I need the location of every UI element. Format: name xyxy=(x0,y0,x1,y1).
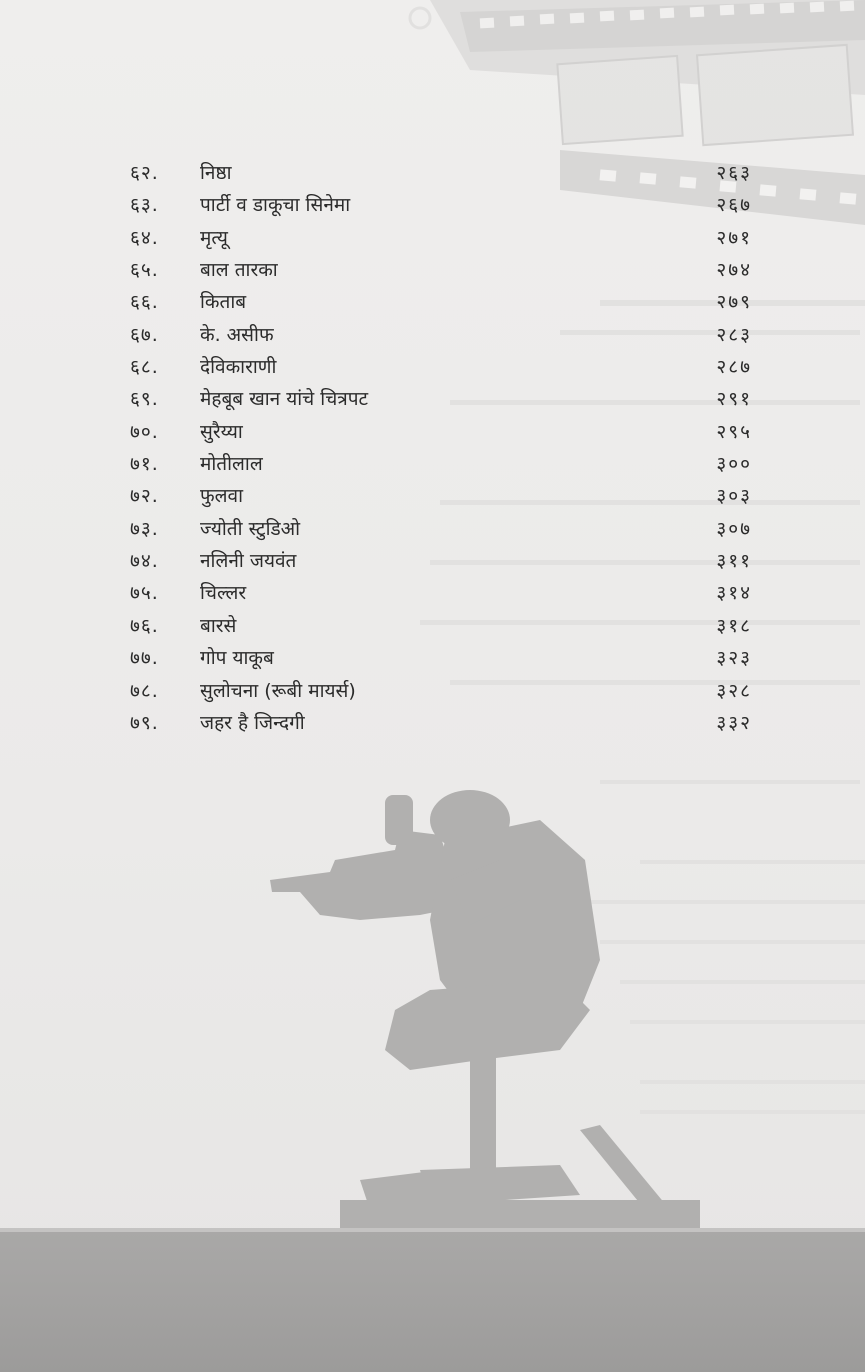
chapter-title: चिल्लर xyxy=(200,582,247,605)
page-number: २९१ xyxy=(716,388,752,411)
toc-entry xyxy=(130,157,760,189)
chapter-number: ६९. xyxy=(130,388,159,411)
page-number: ३१८ xyxy=(716,614,752,637)
toc-entry xyxy=(130,610,760,642)
chapter-title: सुलोचना (रूबी मायर्स) xyxy=(200,679,356,702)
page-number: २८७ xyxy=(716,356,752,379)
chapter-number: ७५. xyxy=(130,582,159,605)
chapter-title: सुरैय्या xyxy=(200,420,243,443)
page-number: २७१ xyxy=(716,226,752,249)
chapter-title: जहर है जिन्दगी xyxy=(200,711,305,734)
chapter-title: मेहबूब खान यांचे चित्रपट xyxy=(200,388,369,411)
table-of-contents xyxy=(130,157,760,739)
chapter-title: बारसे xyxy=(200,614,237,637)
page-number: ३२८ xyxy=(716,679,752,702)
toc-entry xyxy=(130,513,760,545)
chapter-number: ६४. xyxy=(130,226,159,249)
chapter-number: ७३. xyxy=(130,517,159,540)
toc-entry xyxy=(130,222,760,254)
chapter-title: पार्टी व डाकूचा सिनेमा xyxy=(200,194,351,217)
toc-entry xyxy=(130,416,760,448)
page-number: २६७ xyxy=(716,194,752,217)
page-number: २८३ xyxy=(716,323,752,346)
chapter-number: ७२. xyxy=(130,485,159,508)
toc-entry xyxy=(130,545,760,577)
chapter-title: गोप याकूब xyxy=(200,647,274,670)
chapter-title: मोतीलाल xyxy=(200,453,263,476)
chapter-number: ७७. xyxy=(130,647,159,670)
toc-entry xyxy=(130,675,760,707)
chapter-number: ७४. xyxy=(130,550,159,573)
page-number: ३१४ xyxy=(716,582,752,605)
chapter-title: निष्ठा xyxy=(200,162,232,184)
chapter-number: ७०. xyxy=(130,420,159,443)
chapter-number: ६८. xyxy=(130,356,159,379)
toc-entry xyxy=(130,351,760,383)
toc-entry xyxy=(130,254,760,286)
page-number: २७४ xyxy=(716,259,752,282)
toc-entry xyxy=(130,707,760,739)
chapter-number: ७८. xyxy=(130,679,159,702)
page-number: ३०३ xyxy=(716,485,752,508)
toc-entry xyxy=(130,577,760,609)
page-number: ३०० xyxy=(716,453,752,476)
page-number: ३०७ xyxy=(716,517,752,540)
chapter-title: के. असीफ xyxy=(200,323,274,346)
toc-entry xyxy=(130,642,760,674)
toc-entry xyxy=(130,383,760,415)
chapter-title: नलिनी जयवंत xyxy=(200,550,297,573)
chapter-number: ६५. xyxy=(130,259,159,282)
chapter-number: ६७. xyxy=(130,323,159,346)
chapter-number: ६६. xyxy=(130,291,159,314)
page-number: ३३२ xyxy=(716,711,752,734)
chapter-title: ज्योती स्टुडिओ xyxy=(200,517,301,540)
toc-entry xyxy=(130,286,760,318)
page-number: २६३ xyxy=(716,162,752,184)
chapter-number: ७१. xyxy=(130,453,159,476)
chapter-title: फुलवा xyxy=(200,485,244,508)
page-number: ३२३ xyxy=(716,647,752,670)
chapter-title: देविकाराणी xyxy=(200,356,277,379)
chapter-number: ७९. xyxy=(130,711,159,734)
page-number: ३११ xyxy=(716,550,752,573)
chapter-number: ६३. xyxy=(130,194,159,217)
chapter-number: ६२. xyxy=(130,162,159,184)
chapter-title: किताब xyxy=(200,291,247,314)
bottom-band xyxy=(0,1232,865,1372)
chapter-title: मृत्यू xyxy=(200,226,228,249)
toc-entry xyxy=(130,319,760,351)
toc-entry xyxy=(130,448,760,480)
page-number: २९५ xyxy=(716,420,752,443)
chapter-number: ७६. xyxy=(130,614,159,637)
chapter-title: बाल तारका xyxy=(200,259,278,282)
toc-entry xyxy=(130,480,760,512)
toc-entry xyxy=(130,189,760,221)
page-number: २७९ xyxy=(716,291,752,314)
